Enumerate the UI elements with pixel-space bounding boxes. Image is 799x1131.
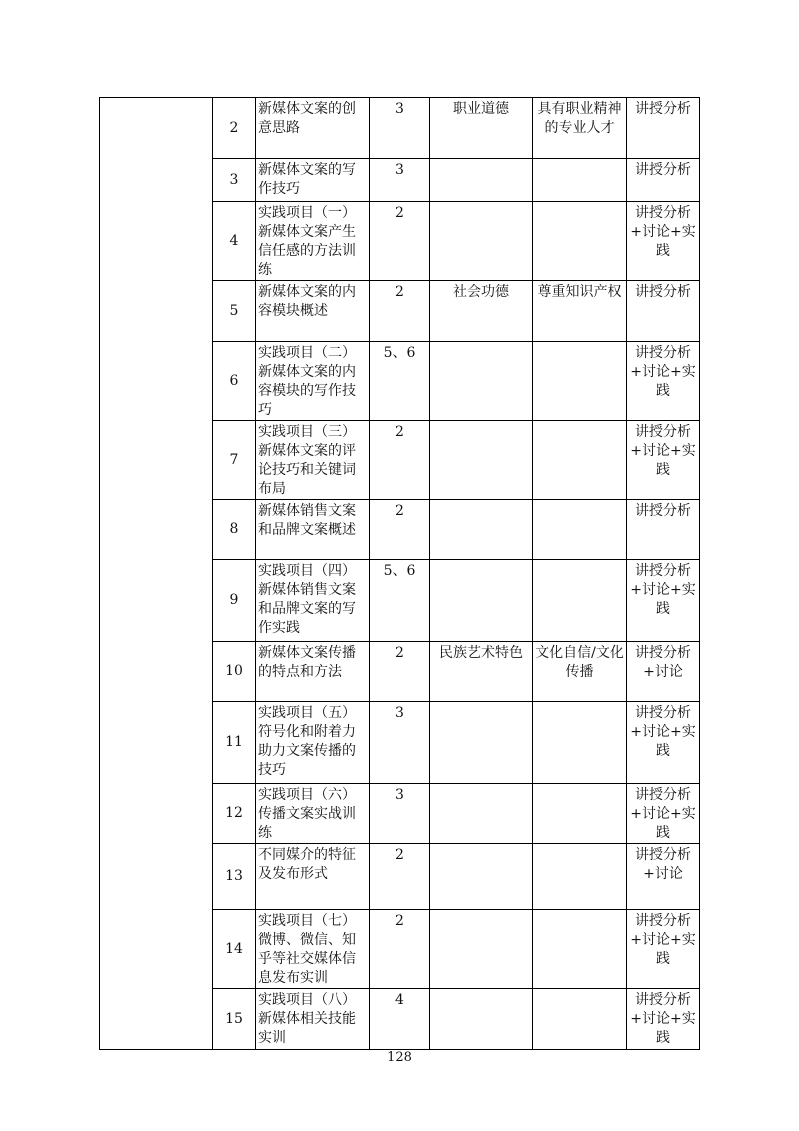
ideology-element (430, 342, 533, 421)
lesson-hours: 2 (370, 281, 430, 342)
ideology-element: 社会功德 (430, 281, 533, 342)
ideology-goal: 文化自信/文化传播 (533, 642, 627, 702)
ideology-goal (533, 342, 627, 421)
teaching-method: 讲授分析 (627, 159, 700, 202)
ideology-goal (533, 159, 627, 202)
ideology-goal (533, 202, 627, 281)
ideology-element (430, 844, 533, 910)
ideology-goal (533, 844, 627, 910)
lesson-hours: 3 (370, 159, 430, 202)
row-number: 3 (213, 159, 256, 202)
ideology-goal (533, 989, 627, 1050)
teaching-method: 讲授分析+讨论+实践 (627, 989, 700, 1050)
ideology-goal: 具有职业精神的专业人才 (533, 98, 627, 159)
row-number: 5 (213, 281, 256, 342)
ideology-element (430, 784, 533, 844)
row-number: 12 (213, 784, 256, 844)
lesson-title: 实践项目（五）符号化和附着力助力文案传播的技巧 (256, 702, 370, 784)
row-number: 2 (213, 98, 256, 159)
lesson-hours: 5、6 (370, 560, 430, 642)
teaching-method: 讲授分析 (627, 98, 700, 159)
teaching-method: 讲授分析+讨论+实践 (627, 342, 700, 421)
ideology-element (430, 159, 533, 202)
ideology-element: 职业道德 (430, 98, 533, 159)
lesson-title: 新媒体销售文案和品牌文案概述 (256, 500, 370, 560)
row-number: 7 (213, 421, 256, 500)
ideology-goal (533, 784, 627, 844)
ideology-element (430, 500, 533, 560)
teaching-method: 讲授分析+讨论+实践 (627, 202, 700, 281)
lesson-title: 实践项目（一）新媒体文案产生信任感的方法训练 (256, 202, 370, 281)
lesson-hours: 4 (370, 989, 430, 1050)
lesson-title: 新媒体文案的创意思路 (256, 98, 370, 159)
row-number: 13 (213, 844, 256, 910)
teaching-method: 讲授分析+讨论 (627, 844, 700, 910)
lesson-title: 实践项目（二）新媒体文案的内容模块的写作技巧 (256, 342, 370, 421)
lesson-hours: 2 (370, 500, 430, 560)
ideology-goal (533, 500, 627, 560)
row-number: 11 (213, 702, 256, 784)
lesson-title: 实践项目（七）微博、微信、知乎等社交媒体信息发布实训 (256, 910, 370, 989)
row-number: 4 (213, 202, 256, 281)
teaching-method: 讲授分析+讨论+实践 (627, 910, 700, 989)
row-number: 14 (213, 910, 256, 989)
lesson-title: 新媒体文案的写作技巧 (256, 159, 370, 202)
ideology-element (430, 910, 533, 989)
teaching-method: 讲授分析+讨论+实践 (627, 784, 700, 844)
teaching-method: 讲授分析 (627, 281, 700, 342)
lesson-title: 实践项目（六）传播文案实战训练 (256, 784, 370, 844)
lesson-hours: 3 (370, 784, 430, 844)
lesson-title: 新媒体文案传播的特点和方法 (256, 642, 370, 702)
lesson-hours: 2 (370, 421, 430, 500)
lesson-title: 实践项目（四）新媒体销售文案和品牌文案的写作实践 (256, 560, 370, 642)
lesson-hours: 2 (370, 910, 430, 989)
ideology-element: 民族艺术特色 (430, 642, 533, 702)
row-number: 9 (213, 560, 256, 642)
teaching-method: 讲授分析+讨论 (627, 642, 700, 702)
ideology-goal: 尊重知识产权 (533, 281, 627, 342)
ideology-element (430, 421, 533, 500)
ideology-goal (533, 702, 627, 784)
row-number: 15 (213, 989, 256, 1050)
lesson-hours: 2 (370, 642, 430, 702)
lesson-hours: 3 (370, 702, 430, 784)
teaching-method: 讲授分析 (627, 500, 700, 560)
ideology-element (430, 989, 533, 1050)
ideology-goal (533, 910, 627, 989)
lesson-title: 实践项目（三）新媒体文案的评论技巧和关键词布局 (256, 421, 370, 500)
lesson-title: 不同媒介的特征及发布形式 (256, 844, 370, 910)
lesson-hours: 2 (370, 202, 430, 281)
lesson-title: 新媒体文案的内容模块概述 (256, 281, 370, 342)
ideology-element (430, 560, 533, 642)
ideology-goal (533, 560, 627, 642)
lesson-hours: 5、6 (370, 342, 430, 421)
table-row (100, 98, 700, 159)
row-number: 6 (213, 342, 256, 421)
row-number: 10 (213, 642, 256, 702)
ideology-element (430, 702, 533, 784)
teaching-method: 讲授分析+讨论+实践 (627, 560, 700, 642)
page-number: 128 (387, 1050, 412, 1065)
teaching-method: 讲授分析+讨论+实践 (627, 702, 700, 784)
ideology-goal (533, 421, 627, 500)
course-schedule-table (99, 97, 700, 1050)
merged-module-cell (100, 98, 213, 1050)
teaching-method: 讲授分析+讨论+实践 (627, 421, 700, 500)
lesson-title: 实践项目（八）新媒体相关技能实训 (256, 989, 370, 1050)
lesson-hours: 3 (370, 98, 430, 159)
row-number: 8 (213, 500, 256, 560)
ideology-element (430, 202, 533, 281)
lesson-hours: 2 (370, 844, 430, 910)
